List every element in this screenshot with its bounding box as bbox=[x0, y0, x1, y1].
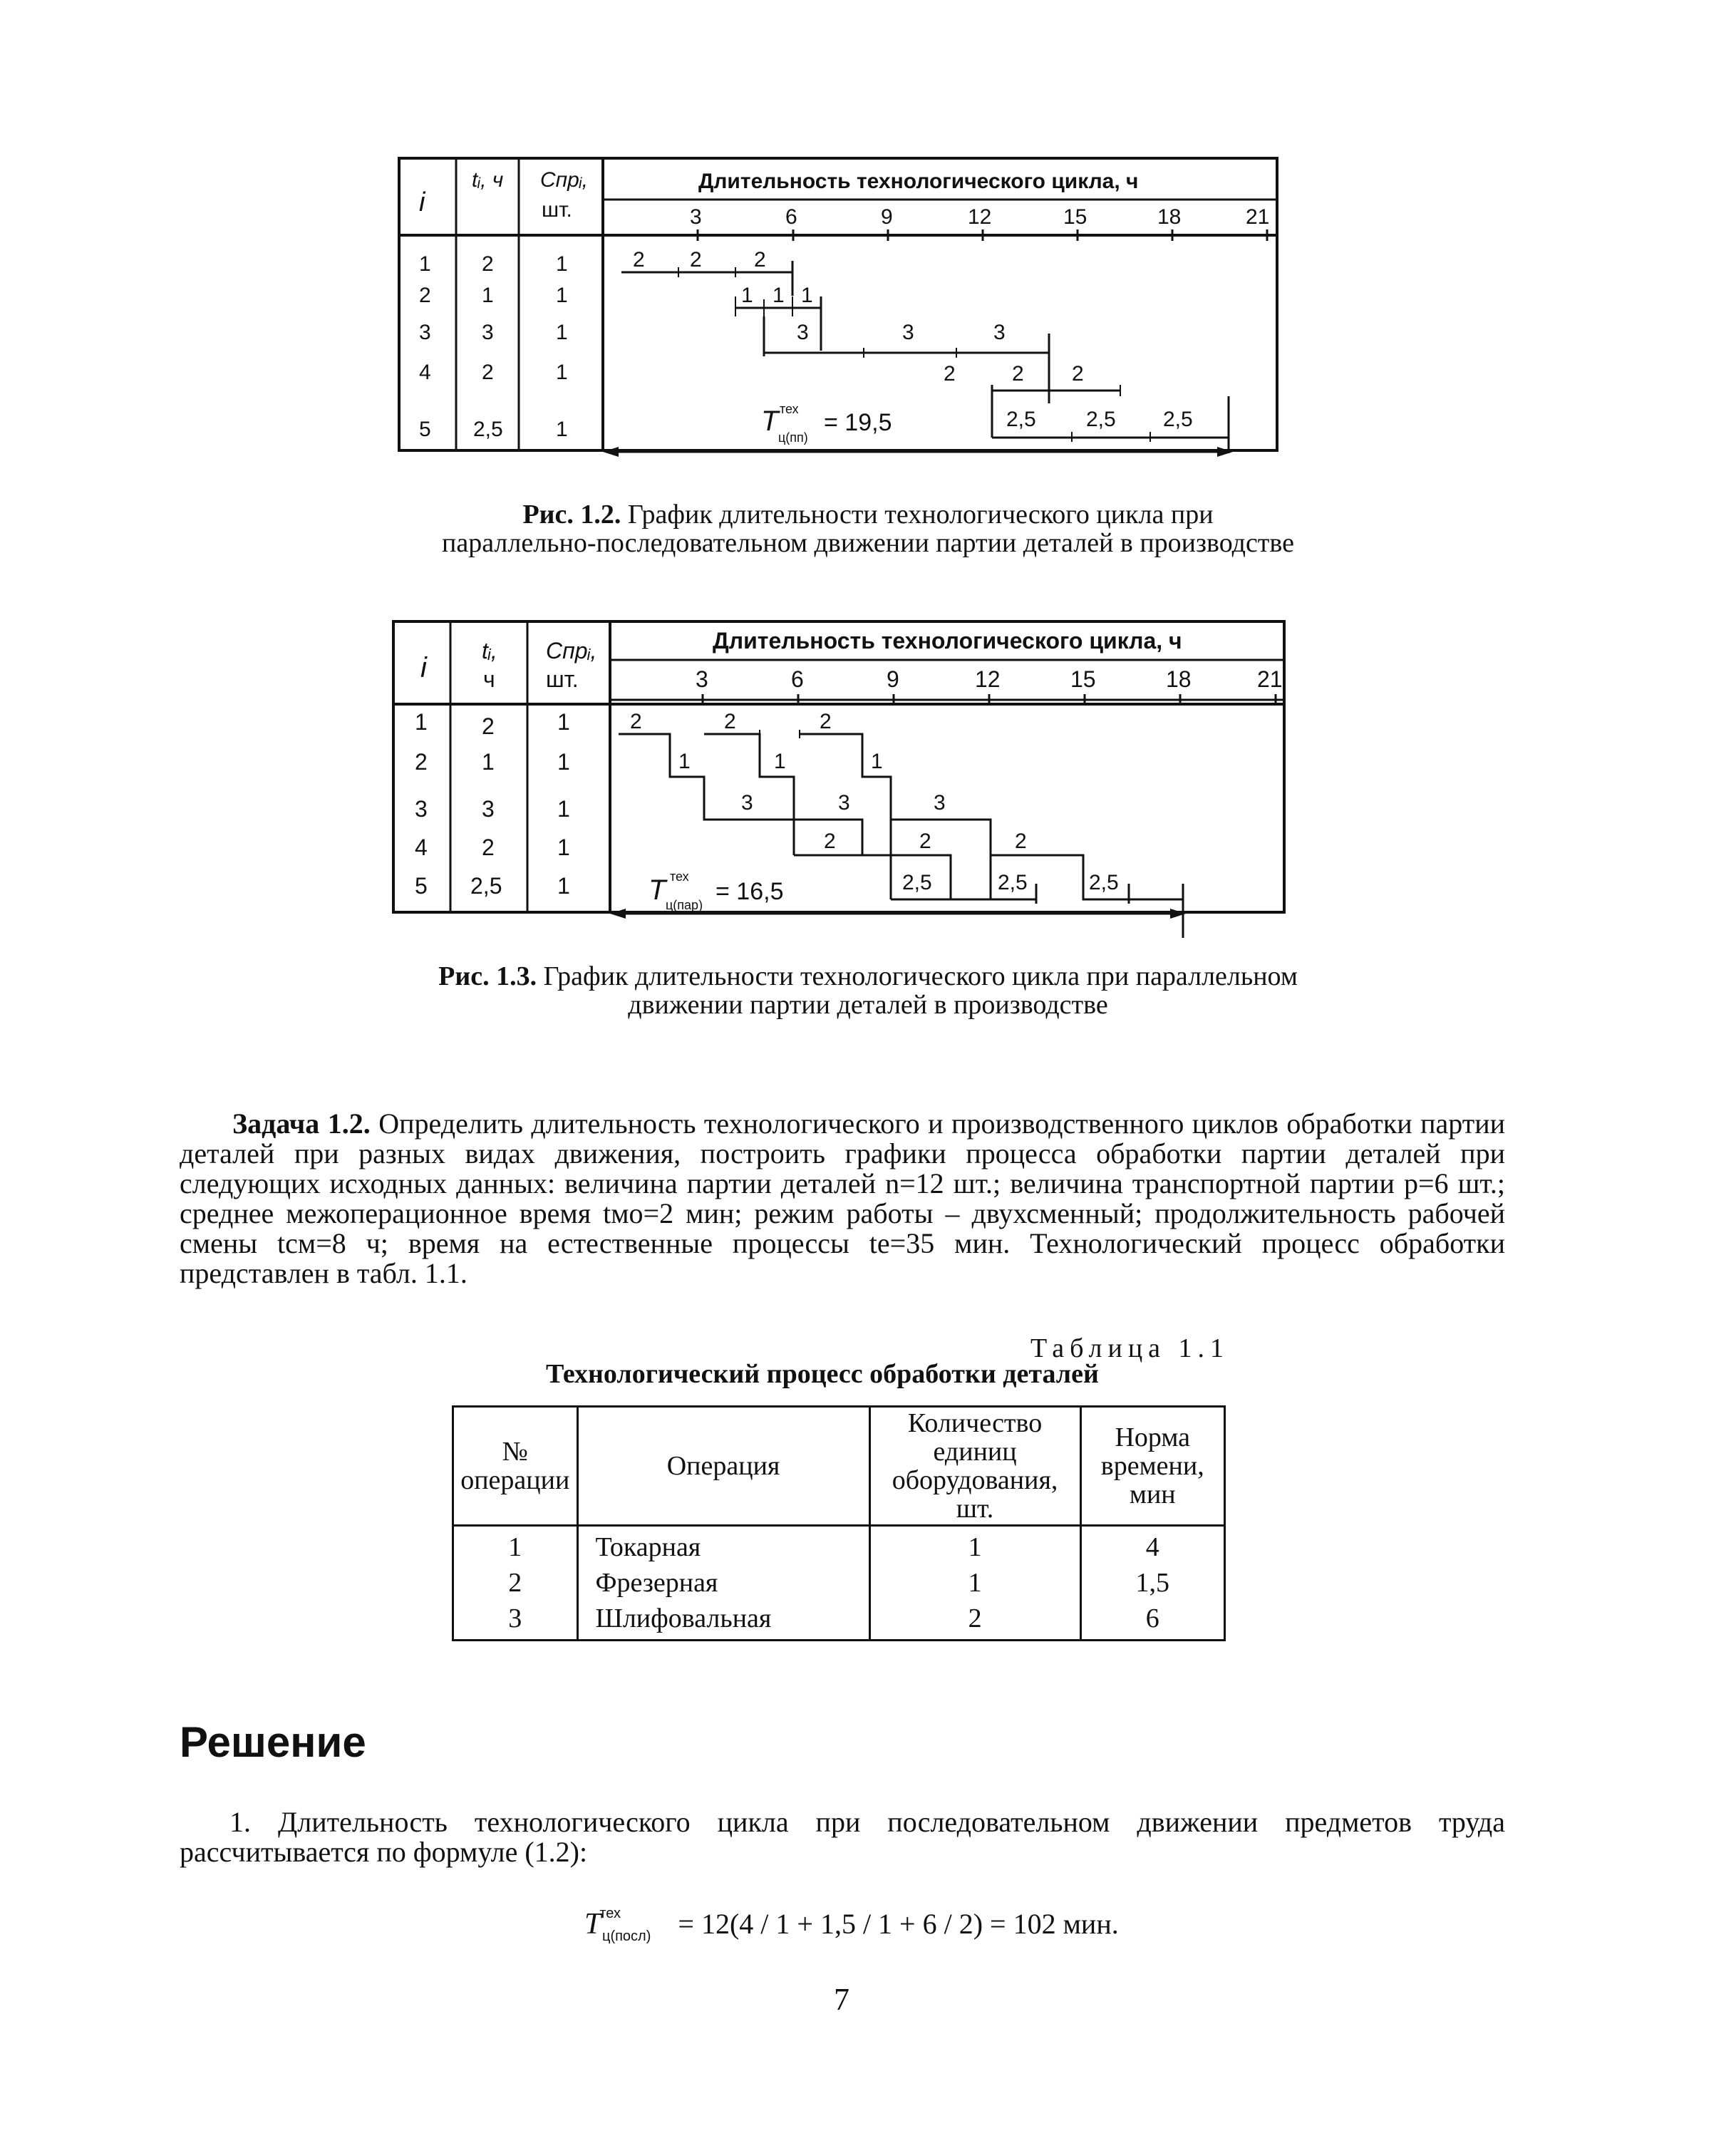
fig2-row-t: 2 bbox=[482, 713, 495, 739]
table-cell: 6 bbox=[1080, 1601, 1224, 1641]
fig2-row2-label: 1 bbox=[871, 750, 883, 773]
fig1-row-i: 4 bbox=[419, 361, 431, 384]
fig2-tick: 6 bbox=[791, 666, 804, 692]
fig1-tick: 21 bbox=[1246, 205, 1270, 229]
fig1-header-i: i bbox=[419, 187, 425, 217]
fig2-header-c-unit: шт. bbox=[546, 666, 579, 692]
fig2-row3-label: 3 bbox=[741, 791, 753, 815]
table-cell: 2 bbox=[453, 1565, 578, 1601]
fig2-row-i: 1 bbox=[415, 709, 428, 735]
fig2-row-i: 5 bbox=[415, 873, 428, 899]
page-number: 7 bbox=[834, 1982, 849, 2017]
fig1-tick: 9 bbox=[881, 205, 893, 229]
task-label: Задача 1.2. bbox=[232, 1107, 371, 1140]
process-table bbox=[452, 1405, 1226, 1641]
fig2-total-T: T bbox=[649, 874, 666, 906]
fig1-row5-label: 2,5 bbox=[1086, 408, 1116, 431]
fig1-row-c: 1 bbox=[556, 361, 568, 384]
table-header: Операция bbox=[577, 1407, 869, 1526]
fig1-row3-label: 3 bbox=[797, 321, 809, 344]
fig2-total-value: = 16,5 bbox=[715, 878, 784, 905]
table-cell: 3 bbox=[453, 1601, 578, 1641]
fig2-caption-line2: движении партии деталей в производстве bbox=[628, 990, 1108, 1020]
fig1-caption-line2: параллельно-последовательном движении партии деталей в производстве bbox=[442, 528, 1294, 558]
fig2-tick: 9 bbox=[887, 666, 899, 692]
fig1-row3-label: 3 bbox=[993, 321, 1006, 344]
fig1-header-t: tᵢ, ч bbox=[472, 168, 504, 192]
table-header: Норма времени, мин bbox=[1080, 1407, 1224, 1526]
fig2-row-i: 2 bbox=[415, 749, 428, 775]
fig2-caption-label: Рис. 1.3. bbox=[438, 961, 537, 991]
formula-sub: ц(посл) bbox=[601, 1928, 651, 1944]
figure-1-3 bbox=[393, 621, 1284, 938]
table-cell: 4 bbox=[1080, 1526, 1224, 1566]
table-cell: Токарная bbox=[577, 1526, 869, 1566]
fig1-caption bbox=[214, 500, 1522, 557]
fig2-row1-label: 2 bbox=[820, 710, 832, 733]
fig1-row2-label: 1 bbox=[741, 284, 753, 307]
fig1-row-c: 1 bbox=[556, 321, 568, 344]
table-row bbox=[453, 1526, 1225, 1566]
fig1-row-c: 1 bbox=[556, 284, 568, 307]
fig2-row-c: 1 bbox=[557, 873, 570, 899]
fig1-tick: 15 bbox=[1063, 205, 1087, 229]
table-title: Технологический процесс обработки деталей bbox=[546, 1359, 1099, 1389]
fig2-header-c: Cпрᵢ, bbox=[546, 638, 597, 663]
table-header: № операции bbox=[453, 1407, 578, 1526]
fig1-row-t: 2 bbox=[482, 361, 494, 384]
fig2-row3-label: 3 bbox=[934, 791, 946, 815]
fig1-tick: 3 bbox=[690, 205, 702, 229]
fig2-row4-label: 2 bbox=[824, 830, 836, 853]
figures-svg bbox=[0, 0, 1736, 983]
fig2-row-c: 1 bbox=[557, 835, 570, 860]
fig2-total-sub: ц(пар) bbox=[666, 898, 703, 912]
fig2-tick: 18 bbox=[1166, 666, 1192, 692]
fig1-row-i: 2 bbox=[419, 284, 431, 307]
fig2-tick: 15 bbox=[1070, 666, 1096, 692]
figure-1-3-text bbox=[415, 628, 1283, 912]
formula-rhs: = 12(4 / 1 + 1,5 / 1 + 6 / 2) = 102 мин. bbox=[678, 1908, 1119, 1940]
fig1-row4-label: 2 bbox=[1072, 362, 1084, 386]
task-paragraph bbox=[180, 1109, 1505, 1289]
table-header: Количество единиц оборудования, шт. bbox=[869, 1407, 1080, 1526]
fig1-row-t: 3 bbox=[482, 321, 494, 344]
fig2-caption-line1: График длительности технологического цикла при параллельном bbox=[543, 961, 1298, 991]
fig2-tick: 3 bbox=[696, 666, 708, 692]
fig2-row5-label: 2,5 bbox=[902, 871, 932, 894]
fig1-row-c: 1 bbox=[556, 418, 568, 441]
fig2-row-t: 3 bbox=[482, 796, 495, 822]
table-row bbox=[453, 1601, 1225, 1641]
fig1-row2-label: 1 bbox=[773, 284, 785, 307]
fig1-row-i: 5 bbox=[419, 418, 431, 441]
formula bbox=[584, 1906, 1119, 1944]
fig2-row5-label: 2,5 bbox=[998, 871, 1028, 894]
solution-heading: Решение bbox=[180, 1718, 366, 1766]
table-cell: Шлифовальная bbox=[577, 1601, 869, 1641]
fig1-row1-label: 2 bbox=[690, 248, 702, 272]
fig1-row-i: 1 bbox=[419, 252, 431, 276]
fig1-row-t: 1 bbox=[482, 284, 494, 307]
fig1-header-c: Cпрᵢ, bbox=[540, 168, 588, 192]
fig1-row4-label: 2 bbox=[944, 362, 956, 386]
fig2-row1-label: 2 bbox=[630, 710, 642, 733]
fig1-caption-line1: График длительности технологического цикла при bbox=[627, 500, 1214, 530]
task-text: Определить длительность технологического и производственного циклов обработки партии деталей при разных видах движения, построить графики процесса обработки партии деталей при следующих исходных данных: величина партии деталей n=12 шт.; величина транспортной партии p=6 шт.; среднее межоперационное время tмо=2 мин; режим работы – двухсменный; продолжительность рабочей смены tсм=8 ч; время на естественные процессы tе=35 мин. Технологический процесс обработки представлен в табл. 1.1. bbox=[180, 1107, 1506, 1289]
table-header-row bbox=[453, 1407, 1225, 1526]
fig1-total-sup: тех bbox=[780, 402, 799, 416]
table-cell: 2 bbox=[869, 1601, 1080, 1641]
fig1-row2-label: 1 bbox=[801, 284, 813, 307]
fig2-header-i: i bbox=[420, 652, 427, 683]
solution-item-1: 1. Длительность технологического цикла при последовательном движении предметов труда рассчитывается по формуле (1.2): bbox=[180, 1806, 1505, 1868]
table-row bbox=[453, 1565, 1225, 1601]
fig2-row-i: 4 bbox=[415, 835, 428, 860]
fig1-header-duration: Длительность технологического цикла, ч bbox=[698, 170, 1139, 193]
fig1-row-c: 1 bbox=[556, 252, 568, 276]
fig1-total-T: T bbox=[761, 406, 779, 437]
fig2-row-c: 1 bbox=[557, 709, 570, 735]
fig2-row-c: 1 bbox=[557, 796, 570, 822]
fig1-row1-label: 2 bbox=[754, 248, 766, 272]
fig1-header-c-unit: шт. bbox=[542, 198, 572, 222]
fig2-row-t: 1 bbox=[482, 749, 495, 775]
fig2-total-sup: тех bbox=[670, 869, 689, 884]
fig1-total-sub: ц(пп) bbox=[778, 430, 808, 445]
fig2-row-c: 1 bbox=[557, 749, 570, 775]
fig2-tick: 21 bbox=[1257, 666, 1283, 692]
fig1-row5-label: 2,5 bbox=[1006, 408, 1036, 431]
fig1-row1-label: 2 bbox=[633, 248, 645, 272]
table-number: Таблица 1.1 bbox=[1030, 1333, 1230, 1363]
fig1-row-t: 2,5 bbox=[473, 418, 503, 441]
fig2-row-i: 3 bbox=[415, 796, 428, 822]
figure-1-2-text bbox=[419, 168, 1269, 445]
fig1-tick: 12 bbox=[968, 205, 992, 229]
fig2-row2-label: 1 bbox=[678, 750, 691, 773]
fig2-row1-label: 2 bbox=[724, 710, 736, 733]
fig2-row-t: 2 bbox=[482, 835, 495, 860]
fig1-row5-label: 2,5 bbox=[1163, 408, 1193, 431]
fig1-total-value: = 19,5 bbox=[824, 409, 892, 436]
fig2-row-t: 2,5 bbox=[470, 873, 502, 899]
fig1-row-t: 2 bbox=[482, 252, 494, 276]
fig2-row4-label: 2 bbox=[1015, 830, 1027, 853]
table-cell: 1 bbox=[869, 1526, 1080, 1566]
table-cell: 1,5 bbox=[1080, 1565, 1224, 1601]
fig1-row3-label: 3 bbox=[902, 321, 914, 344]
table-cell: Фрезерная bbox=[577, 1565, 869, 1601]
table-cell: 1 bbox=[869, 1565, 1080, 1601]
fig2-row5-label: 2,5 bbox=[1089, 871, 1119, 894]
fig1-tick: 18 bbox=[1157, 205, 1182, 229]
fig2-row2-label: 1 bbox=[774, 750, 786, 773]
table-cell: 1 bbox=[453, 1526, 578, 1566]
fig2-tick: 12 bbox=[975, 666, 1001, 692]
fig2-row4-label: 2 bbox=[919, 830, 931, 853]
fig2-row3-label: 3 bbox=[838, 791, 850, 815]
fig2-header-t-unit: ч bbox=[483, 666, 495, 692]
fig1-tick: 6 bbox=[785, 205, 797, 229]
formula-sup: тех bbox=[599, 1906, 621, 1921]
fig1-row4-label: 2 bbox=[1012, 362, 1024, 386]
fig2-caption bbox=[214, 962, 1522, 1019]
fig1-row-i: 3 bbox=[419, 321, 431, 344]
fig2-header-t: tᵢ, bbox=[482, 638, 497, 663]
formula-T: T bbox=[584, 1908, 601, 1941]
fig1-caption-label: Рис. 1.2. bbox=[522, 500, 621, 530]
fig2-header-duration: Длительность технологического цикла, ч bbox=[713, 628, 1182, 654]
